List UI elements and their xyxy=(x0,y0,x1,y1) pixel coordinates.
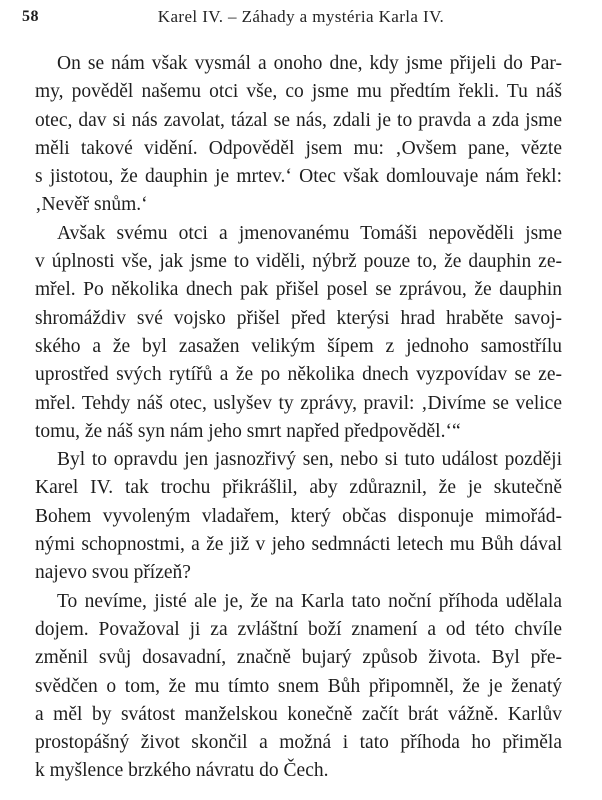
text-line: ského a že byl zasažen velikým šípem z jednoho samostřílu xyxy=(35,335,562,357)
text-line: měli takové vidění. Odpověděl jsem mu: ‚Ovšem pane, vězte xyxy=(35,137,562,159)
text-line: nými schopnostmi, a že již v jeho sedmnácti letech mu Bůh dával xyxy=(35,534,562,556)
text-line: najevo svou přízeň? xyxy=(35,562,191,584)
text-line: Bohem vyvoleným vladařem, který občas disponuje mimořád- xyxy=(35,505,562,527)
body-text xyxy=(35,50,562,786)
text-line: uprostřed svých rytířů a že po několika dnech vyzpovídav se ze- xyxy=(35,364,562,386)
running-title: Karel IV. – Záhady a mystéria Karla IV. xyxy=(157,7,445,26)
text-line: mřel. Tehdy náš otec, uslyšev ty zprávy, pravil: ‚Divíme se velice xyxy=(35,392,562,414)
paragraph xyxy=(35,50,562,220)
paragraph xyxy=(35,588,562,786)
text-line: k myšlence brzkého návratu do Čech. xyxy=(35,760,329,782)
text-line: a měl by svátost manželskou konečně začít brát vážně. Karlův xyxy=(35,703,562,725)
text-line: tomu, že náš syn nám jeho smrt napřed předpověděl.‘“ xyxy=(35,420,461,442)
text-line: v úplnosti vše, jak jsme to viděli, nýbrž pouze to, že dauphin ze- xyxy=(35,251,562,273)
text-line: Karel IV. tak trochu přikrášlil, aby zdůraznil, že je skutečně xyxy=(35,477,562,499)
page-header xyxy=(0,7,602,31)
page-number: 58 xyxy=(22,8,39,25)
paragraph xyxy=(35,446,562,587)
text-line: On se nám však vysmál a onoho dne, kdy jsme přijeli do Par- xyxy=(57,53,562,74)
text-line: Byl to opravdu jen jasnozřivý sen, nebo si tuto událost později xyxy=(57,449,562,471)
text-line: ‚Nevěř snům.‘ xyxy=(35,194,148,216)
text-line: shromáždiv své vojsko přišel před kterýsi hrad hraběte savoj- xyxy=(35,307,562,329)
text-line: dojem. Považoval ji za zvláštní boží znamení a od této chvíle xyxy=(35,618,562,640)
paragraph xyxy=(35,220,562,446)
text-line: prostopášný život skončil a možná i tato příhoda ho přiměla xyxy=(35,732,562,754)
text-line: s jistotou, že dauphin je mrtev.‘ Otec však domlouvaje nám řekl: xyxy=(35,166,562,188)
text-line: mřel. Po několika dnech pak přišel posel se zprávou, že dauphin xyxy=(35,279,562,301)
text-line: my, pověděl našemu otci vše, co jsme mu předtím řekli. Tu náš xyxy=(35,81,562,103)
text-line: změnil svůj dosavadní, značně bujarý způsob života. Byl pře- xyxy=(35,647,562,669)
text-line: otec, dav si nás zavolat, tázal se nás, zdali je to pravda a zda jsme xyxy=(35,109,562,131)
text-line: To nevíme, jisté ale je, že na Karla tato noční příhoda udělala xyxy=(57,590,562,612)
text-line: svědčen o tom, že mu tímto snem Bůh připomněl, že je ženatý xyxy=(35,675,562,697)
text-line: Avšak svému otci a jmenovanému Tomáši nepověděli jsme xyxy=(57,222,562,244)
